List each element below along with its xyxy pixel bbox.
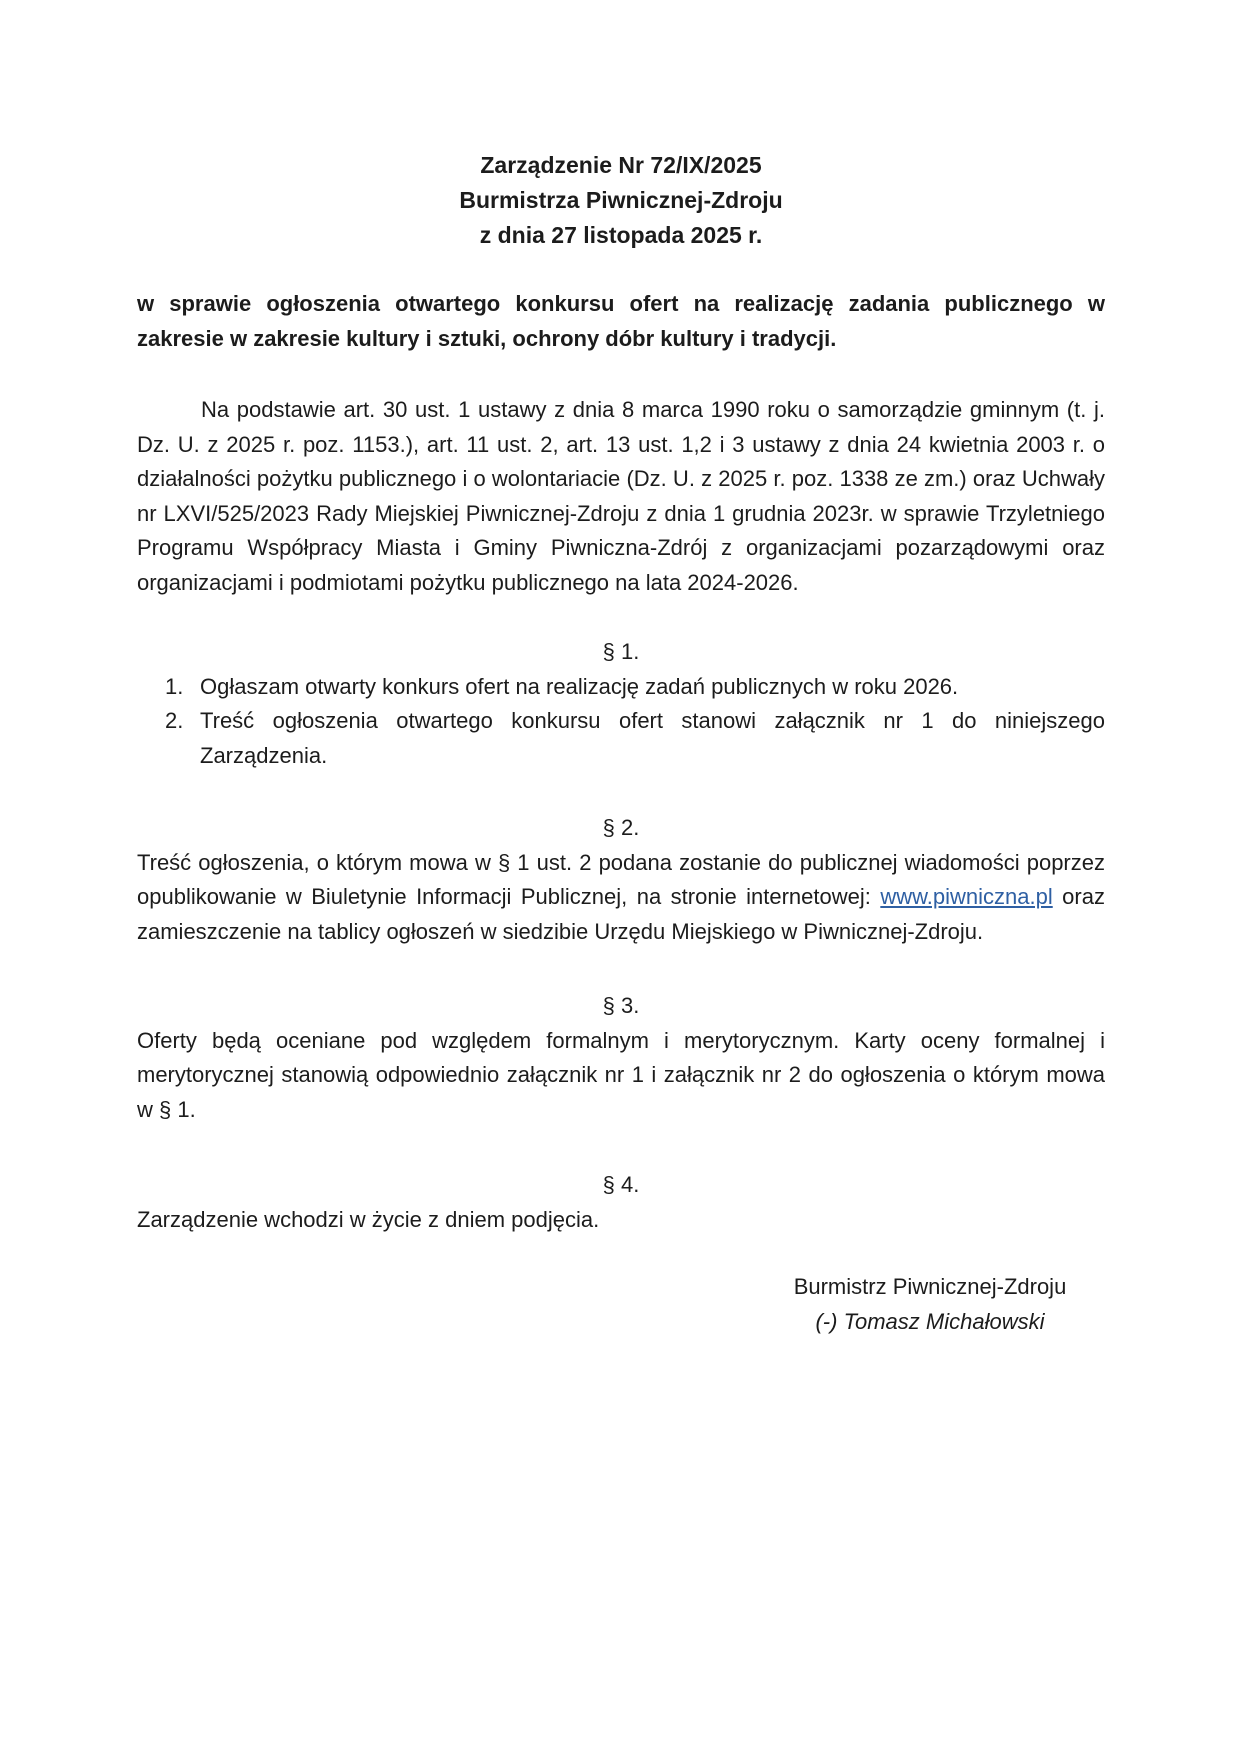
section-2-text-after-link: oraz zamieszczenie na tablicy ogłoszeń w siedzibie Urzędu Miejskiego w Piwnicznej-Zdroju. xyxy=(137,884,1105,944)
subject-paragraph: w sprawie ogłoszenia otwartego konkursu ofert na realizację zadania publicznego w zakresie w zakresie kultury i sztuki, ochrony dóbr kultury i tradycji. xyxy=(137,291,1105,351)
section-3-heading: § 3. xyxy=(602,993,640,1018)
piwniczna-website-link[interactable]: www.piwniczna.pl xyxy=(880,884,1053,909)
section-4-paragraph: Zarządzenie wchodzi w życie z dniem podjęcia. xyxy=(137,1206,600,1232)
section-3-paragraph: Oferty będą oceniane pod względem formalnym i merytorycznym. Karty oceny formalnej i merytorycznej stanowią odpowiednio załącznik nr 1 i załącznik nr 2 do ogłoszenia o którym mowa w § 1. xyxy=(137,1027,1105,1122)
title-line-number: Zarządzenie Nr 72/IX/2025 xyxy=(480,152,762,178)
section-4 xyxy=(137,1168,1105,1237)
section-2-heading: § 2. xyxy=(602,815,640,840)
title-line-date: z dnia 27 listopada 2025 r. xyxy=(479,222,763,248)
section-2-text-before-link: Treść ogłoszenia, o którym mowa w § 1 ust. 2 podana zostanie do publicznej wiadomości poprzez opublikowanie w Biuletynie Informacji Publicznej, na stronie internetowej: xyxy=(137,849,1105,909)
section-2-paragraph xyxy=(137,846,1105,950)
section-1-list xyxy=(137,670,1105,774)
section-1 xyxy=(137,635,1105,773)
section-4-heading: § 4. xyxy=(602,1172,640,1197)
section-2 xyxy=(137,811,1105,949)
list-item: Ogłaszam otwarty konkurs ofert na realizację zadań publicznych w roku 2026. xyxy=(200,673,959,699)
section-3 xyxy=(137,989,1105,1127)
signature-block xyxy=(755,1269,1105,1339)
document-title-block xyxy=(137,148,1105,253)
signature-name: (-) Tomasz Michałowski xyxy=(815,1309,1045,1334)
preamble-paragraph: Na podstawie art. 30 ust. 1 ustawy z dnia 8 marca 1990 roku o samorządzie gminnym (t. j. Dz. U. z 2025 r. poz. 1153.), art. 11 ust. 2, art. 13 ust. 1,2 i 3 ustawy z dnia 24 kwietnia 2003 r. o działalności pożytku publicznego i o wolontariacie (Dz. U. z 2025 r. poz. 1338 ze zm.) oraz Uchwały nr LXVI/525/2023 Rady Miejskiej Piwnicznej-Zdroju z dnia 1 grudnia 2023r. w sprawie Trzyletniego Programu Współpracy Miasta i Gminy Piwniczna-Zdrój z organizacjami pozarządowymi oraz organizacjami i podmiotami pożytku publicznego na lata 2024-2026. xyxy=(137,397,1105,595)
title-line-issuer: Burmistrza Piwnicznej-Zdroju xyxy=(459,187,783,213)
list-item: Treść ogłoszenia otwartego konkursu ofert stanowi załącznik nr 1 do niniejszego Zarządzenia. xyxy=(200,708,1105,768)
section-1-heading: § 1. xyxy=(602,639,640,664)
signature-role: Burmistrz Piwnicznej-Zdroju xyxy=(793,1274,1067,1299)
